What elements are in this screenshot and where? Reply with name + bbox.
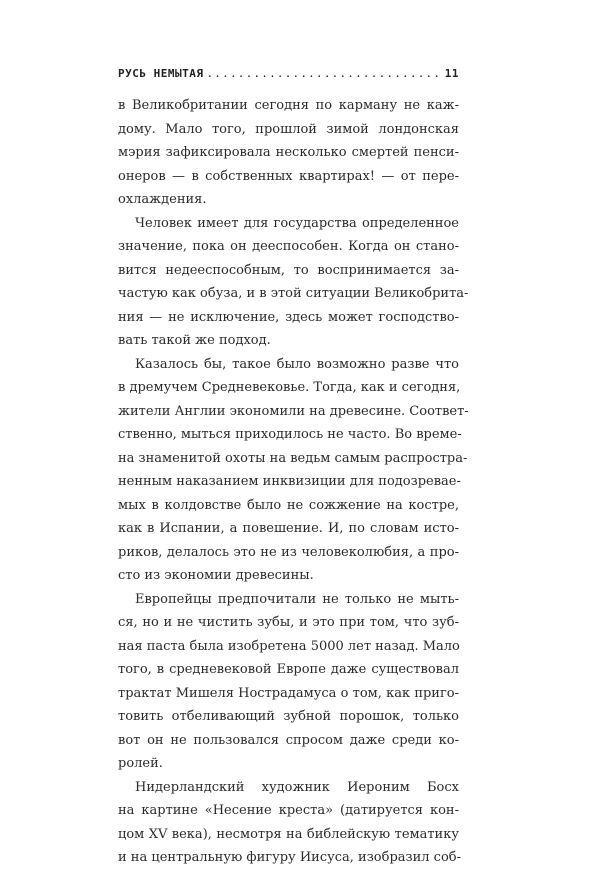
text-line: мых в колдовстве было не сожжение на костре,: [118, 497, 459, 513]
running-header: [118, 64, 459, 80]
text-line: онеров — в собственных квартирах! — от пере-: [118, 168, 459, 184]
text-line: трактат Мишеля Нострадамуса о том, как приго-: [118, 685, 459, 701]
text-line: ственно, мыться приходилось не часто. Во време-: [118, 427, 462, 442]
text-line: в дремучем Средневековье. Тогда, как и сегодня,: [118, 380, 461, 395]
text-line: вот он не пользовался спросом даже среди ко-: [118, 732, 459, 748]
text-line: товить отбеливающий зубной порошок, только: [118, 709, 459, 724]
text-line: Казалось бы, такое было возможно разве что: [135, 356, 459, 372]
text-line: ния — не исключение, здесь может господство-: [118, 309, 459, 325]
text-line: Нидерландский художник Иероним Босх: [135, 779, 459, 795]
text-line: и на центральную фигуру Иисуса, изобразил соб-: [118, 850, 462, 865]
text-line: на знаменитой охоты на ведьм самым распростра-: [118, 450, 468, 466]
text-line: сто из экономии древесины.: [118, 568, 314, 583]
text-line: в Великобритании сегодня по карману не каж-: [118, 98, 459, 113]
text-line: частую как обуза, и в этой ситуации Великобрита-: [118, 286, 469, 301]
text-line: охлаждения.: [118, 192, 207, 207]
page-number: 11: [444, 67, 459, 80]
text-line: значение, пока он дееспособен. Когда он стано-: [118, 239, 459, 254]
text-line: Европейцы предпочитали не только не мыть-: [135, 591, 459, 607]
text-line: жители Англии экономили на древесине. Соответ-: [118, 403, 469, 419]
text-line: вать такой же подход.: [118, 333, 271, 348]
text-line: как в Испании, а повешение. И, по словам исто-: [118, 521, 459, 536]
text-line: на картине «Несение креста» (датируется кон-: [118, 803, 459, 818]
text-line: вится недееспособным, то воспринимается за-: [118, 262, 459, 278]
text-line: риков, делалось это не из человеколюбия, а про-: [118, 544, 459, 560]
text-line: ная паста была изобретена 5000 лет назад. Мало: [118, 638, 460, 654]
text-line: дому. Мало того, прошлой зимой лондонская: [118, 121, 459, 137]
header-dot-leader: [206, 67, 441, 80]
text-line: ся, но и не чистить зубы, и это при том, что зуб-: [118, 615, 459, 630]
text-line: ролей.: [118, 756, 163, 771]
text-line: цом XV века), несмотря на библейскую тематику: [118, 826, 459, 842]
body-text: [118, 94, 469, 870]
text-line: мэрия зафиксировала несколько смертей пенси-: [118, 145, 459, 160]
text-line: ненным наказанием инквизиции для подозревае-: [118, 474, 461, 489]
running-header-title: РУСЬ НЕМЫТАЯ: [118, 67, 204, 80]
text-line: Человек имеет для государства определенное: [135, 215, 459, 231]
text-line: того, в средневековой Европе даже существовал: [118, 662, 459, 677]
